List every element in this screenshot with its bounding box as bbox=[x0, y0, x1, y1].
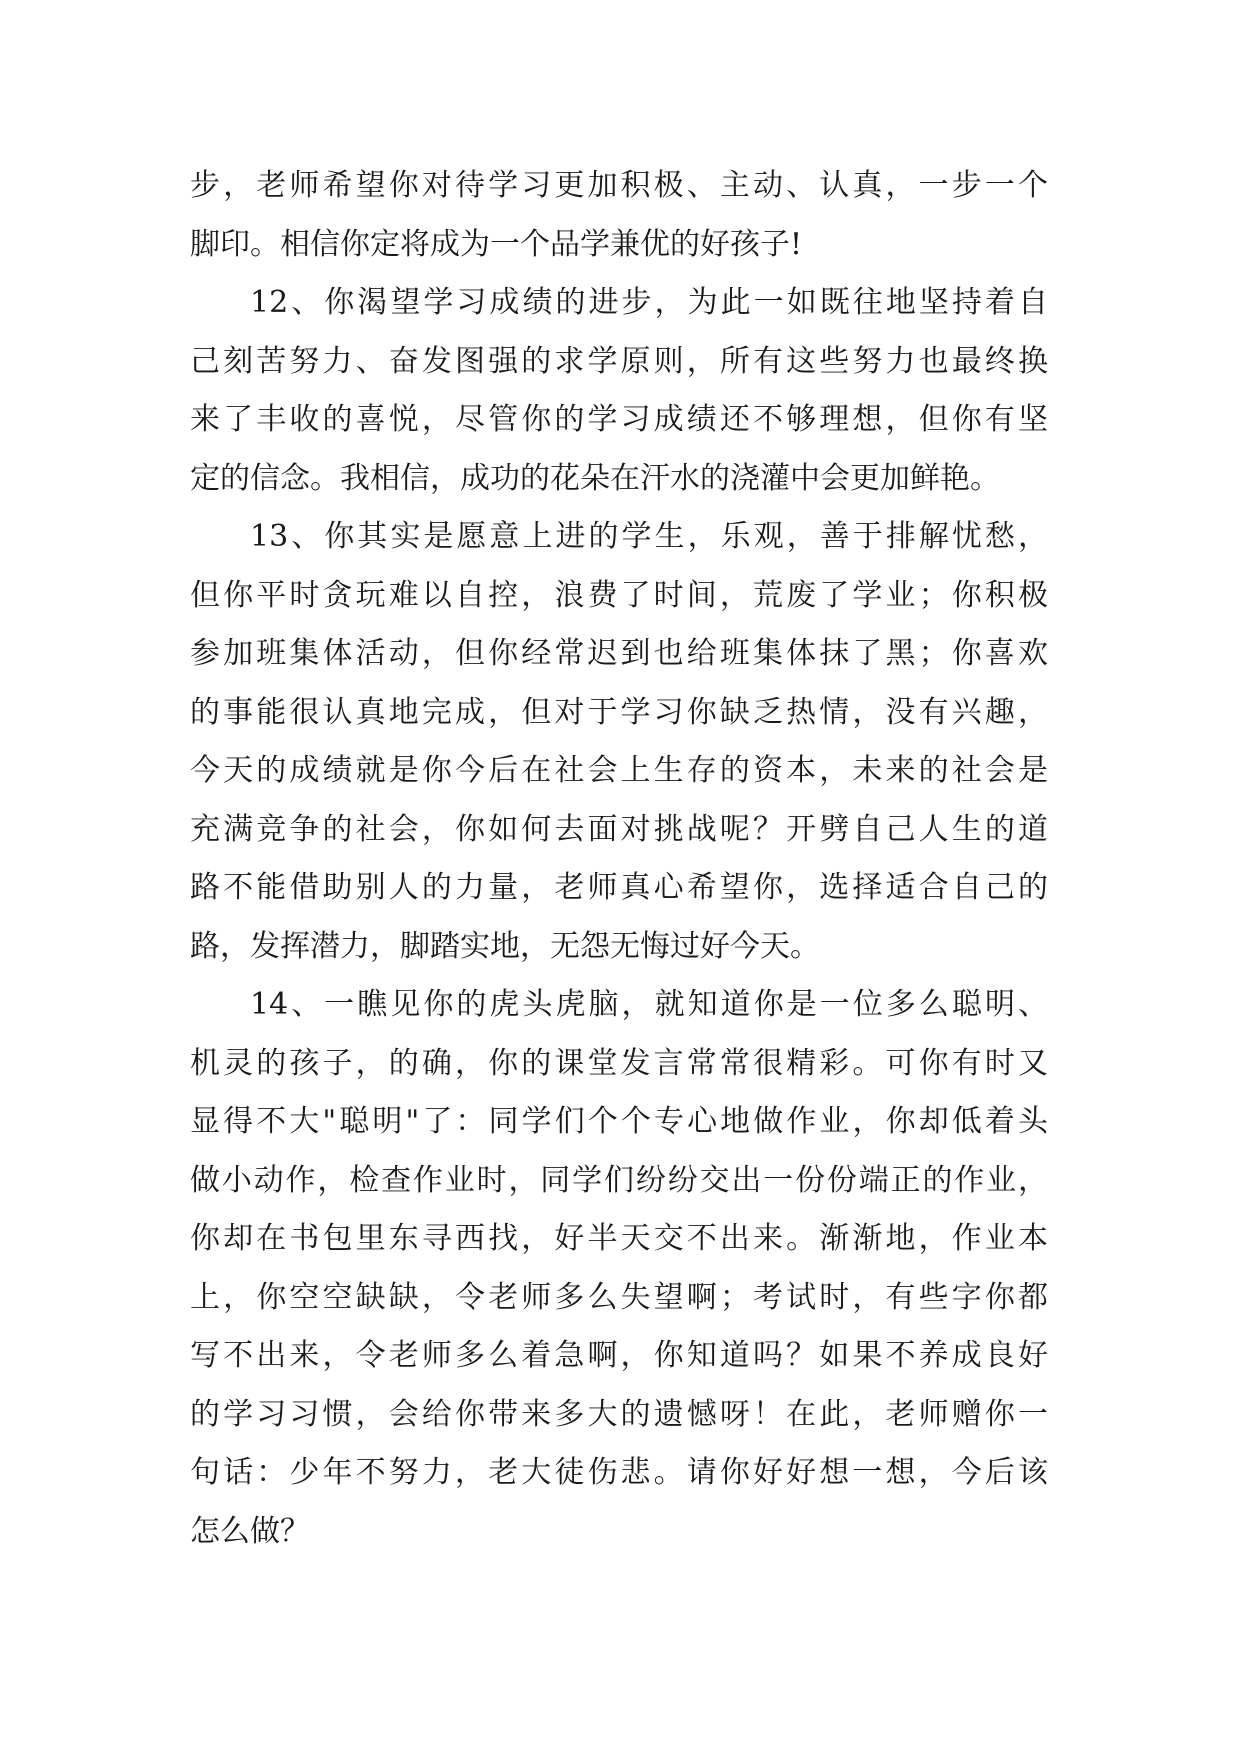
paragraph-line: 路，发挥潜力，脚踏实地，无怨无悔过好今天。 bbox=[190, 928, 820, 964]
paragraph-line: 14、一瞧见你的虎头虎脑，就知道你是一位多么聪明、 bbox=[250, 987, 1048, 1022]
paragraph-line: 显得不大"聪明"了：同学们个个专心地做作业，你却低着头 bbox=[190, 1104, 1048, 1139]
paragraph-line: 上，你空空缺缺，令老师多么失望啊；考试时，有些字你都 bbox=[190, 1279, 1048, 1315]
paragraph-line: 步，老师希望你对待学习更加积极、主动、认真，一步一个 bbox=[190, 168, 1048, 203]
paragraph-line: 的事能很认真地完成，但对于学习你缺乏热情，没有兴趣， bbox=[190, 694, 1048, 730]
paragraph-line: 但你平时贪玩难以自控，浪费了时间，荒废了学业；你积极 bbox=[190, 577, 1048, 613]
paragraph-line: 句话：少年不努力，老大徒伤悲。请你好好想一想，今后该 bbox=[190, 1455, 1048, 1490]
paragraph-line: 充满竞争的社会，你如何去面对挑战呢？开劈自己人生的道 bbox=[190, 811, 1048, 847]
paragraph-line: 做小动作，检查作业时，同学们纷纷交出一份份端正的作业， bbox=[190, 1162, 1048, 1198]
paragraph-line: 13、你其实是愿意上进的学生，乐观，善于排解忧愁， bbox=[250, 519, 1048, 554]
paragraph-line: 的学习习惯，会给你带来多大的遗憾呀！在此，老师赠你一 bbox=[190, 1396, 1048, 1432]
paragraph-line: 你却在书包里东寻西找，好半天交不出来。渐渐地，作业本 bbox=[190, 1221, 1048, 1256]
paragraph-line: 今天的成绩就是你今后在社会上生存的资本，未来的社会是 bbox=[190, 753, 1048, 788]
paragraph-line: 12、你渴望学习成绩的进步，为此一如既往地坚持着自 bbox=[250, 285, 1048, 320]
paragraph-line: 机灵的孩子，的确，你的课堂发言常常很精彩。可你有时又 bbox=[190, 1045, 1048, 1081]
paragraph-line: 路不能借助别人的力量，老师真心希望你，选择适合自己的 bbox=[190, 870, 1048, 905]
document-body bbox=[190, 157, 1048, 1561]
paragraph-line: 参加班集体活动，但你经常迟到也给班集体抹了黑；你喜欢 bbox=[190, 636, 1048, 671]
paragraph-line: 己刻苦努力、奋发图强的求学原则，所有这些努力也最终换 bbox=[190, 343, 1048, 379]
paragraph-line: 怎么做？ bbox=[190, 1513, 310, 1549]
paragraph-line: 脚印。相信你定将成为一个品学兼优的好孩子! bbox=[190, 226, 803, 262]
paragraph-line: 写不出来，令老师多么着急啊，你知道吗？如果不养成良好 bbox=[190, 1338, 1048, 1373]
paragraph-line: 定的信念。我相信，成功的花朵在汗水的浇灌中会更加鲜艳。 bbox=[190, 460, 1000, 496]
paragraph-line: 来了丰收的喜悦，尽管你的学习成绩还不够理想，但你有坚 bbox=[190, 402, 1048, 437]
